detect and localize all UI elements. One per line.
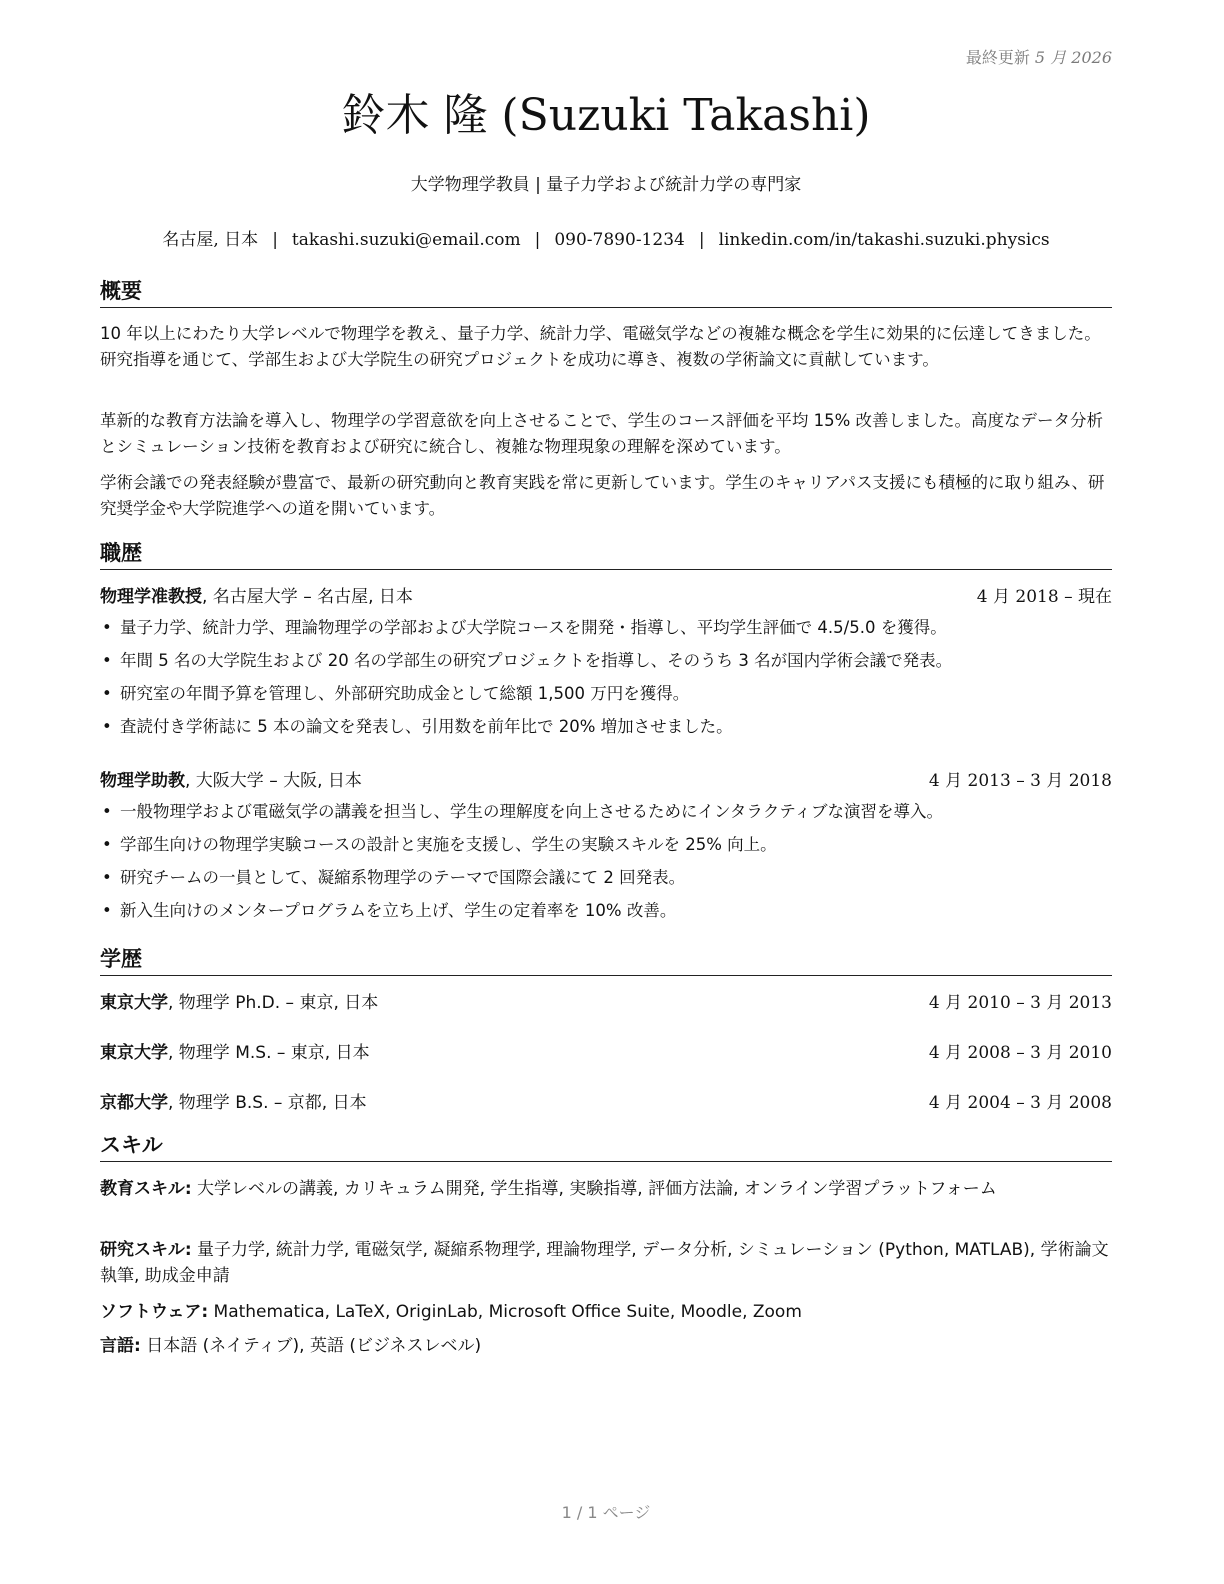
skill-label: 言語: [100, 1336, 141, 1356]
education-item [100, 990, 1112, 1016]
contact-separator: | [534, 230, 541, 250]
education-item [100, 1040, 1112, 1066]
degree-detail: , 物理学 M.S. – 東京, 日本 [168, 1043, 370, 1063]
section-title-experience: 職歴 [100, 539, 1112, 570]
skill-label: 教育スキル: [100, 1179, 192, 1199]
skill-value: 量子力学, 統計力学, 電磁気学, 凝縮系物理学, 理論物理学, データ分析, シミュレーション (Python, MATLAB), 学術論文執筆, 助成金申請 [100, 1240, 1109, 1286]
bullet-icon: • [102, 802, 112, 821]
summary-paragraph: 10 年以上にわたり大学レベルで物理学を教え、量子力学、統計力学、電磁気学などの複雑な概念を学生に効果的に伝達してきました。研究指導を通じて、学部生および大学院生の研究プロジェクトを成功に導き、複数の学術論文に貢献しています。 [100, 324, 1101, 369]
list-item: • 研究チームの一員として、凝縮系物理学のテーマで国際会議にて 2 回発表。 [100, 865, 1112, 898]
job-dates: 4 月 2013 – 3 月 2018 [928, 771, 1112, 791]
bullet-icon: • [102, 618, 112, 637]
school-name: 京都大学 [100, 1093, 168, 1113]
contact-email[interactable]: takashi.suzuki@email.com [291, 230, 521, 250]
section-title-education: 学歴 [100, 945, 1112, 976]
job-header [100, 584, 1112, 610]
bullet-icon: • [102, 868, 112, 887]
job-dates: 4 月 2018 – 現在 [976, 587, 1112, 607]
job-position: 物理学助教 [100, 771, 185, 791]
skill-value: 大学レベルの講義, カリキュラム開発, 学生指導, 実験指導, 評価方法論, オンライン学習プラットフォーム [191, 1179, 997, 1199]
list-item: • 学部生向けの物理学実験コースの設計と実施を支援し、学生の実験スキルを 25% 向上。 [100, 832, 1112, 865]
summary-paragraph: 革新的な教育方法論を導入し、物理学の学習意欲を向上させることで、学生のコース評価を平均 15% 改善しました。高度なデータ分析とシミュレーション技術を教育および研究に統合し、複雑な物理現象の理解を深めています。 [100, 411, 1104, 456]
education-dates: 4 月 2008 – 3 月 2010 [928, 1043, 1112, 1063]
summary-paragraph: 学術会議での発表経験が豊富で、最新の研究動向と教育実践を常に更新しています。学生のキャリアパス支援にも積極的に取り組み、研究奨学金や大学院進学への道を開いています。 [100, 473, 1105, 518]
bullet-icon: • [102, 684, 112, 703]
section-title-summary: 概要 [100, 277, 1112, 308]
tagline: 大学物理学教員 | 量子力学および統計力学の専門家 [410, 175, 802, 195]
job-bullets [100, 799, 1112, 931]
job-header [100, 768, 1112, 794]
page-number: 1 / 1 ページ [561, 1503, 651, 1522]
school-name: 東京大学 [100, 1043, 168, 1063]
last-updated-label: 最終更新 [965, 48, 1030, 67]
list-item: • 年間 5 名の大学院生および 20 名の学部生の研究プロジェクトを指導し、そのうち 3 名が国内学術会議で発表。 [100, 648, 1112, 681]
contact-line [100, 225, 1112, 250]
contact-separator: | [272, 230, 278, 250]
bullet-icon: • [102, 901, 112, 920]
section-title-skills: スキル [100, 1131, 1112, 1162]
education-item [100, 1090, 1112, 1116]
job-position: 物理学准教授 [100, 587, 202, 607]
skill-value: 日本語 (ネイティブ), 英語 (ビジネスレベル) [140, 1336, 482, 1356]
resume-page [100, 0, 1112, 1584]
bullet-icon: • [102, 651, 112, 670]
last-updated [966, 45, 1112, 68]
education-dates: 4 月 2010 – 3 月 2013 [928, 993, 1112, 1013]
education-dates: 4 月 2004 – 3 月 2008 [928, 1093, 1112, 1113]
job-organization: , 大阪大学 – 大阪, 日本 [185, 771, 362, 791]
skill-label: 研究スキル: [100, 1240, 192, 1260]
school-name: 東京大学 [100, 993, 168, 1013]
contact-linkedin[interactable]: linkedin.com/in/takashi.suzuki.physics [718, 230, 1050, 250]
list-item: • 新入生向けのメンタープログラムを立ち上げ、学生の定着率を 10% 改善。 [100, 898, 1112, 931]
list-item: • 一般物理学および電磁気学の講義を担当し、学生の理解度を向上させるためにインタラクティブな演習を導入。 [100, 799, 1112, 832]
bullet-icon: • [102, 717, 112, 736]
skill-item [100, 1299, 1112, 1325]
job-organization: , 名古屋大学 – 名古屋, 日本 [202, 587, 413, 607]
skill-item [100, 1237, 1112, 1289]
job-bullets [100, 615, 1112, 747]
bullet-icon: • [102, 835, 112, 854]
degree-detail: , 物理学 Ph.D. – 東京, 日本 [168, 993, 379, 1013]
list-item: • 量子力学、統計力学、理論物理学の学部および大学院コースを開発・指導し、平均学生評価で 4.5/5.0 を獲得。 [100, 615, 1112, 648]
contact-location: 名古屋, 日本 [162, 230, 259, 250]
last-updated-date: 5 月 2026 [1034, 48, 1112, 67]
degree-detail: , 物理学 B.S. – 京都, 日本 [168, 1093, 367, 1113]
skill-item [100, 1176, 1112, 1202]
skill-value: Mathematica, LaTeX, OriginLab, Microsoft Office Suite, Moodle, Zoom [208, 1302, 802, 1322]
contact-separator: | [698, 230, 705, 250]
contact-phone[interactable]: 090-7890-1234 [554, 230, 685, 250]
list-item: • 研究室の年間予算を管理し、外部研究助成金として総額 1,500 万円を獲得。 [100, 681, 1112, 714]
skill-item [100, 1333, 1112, 1359]
skill-label: ソフトウェア: [100, 1302, 209, 1322]
candidate-name: 鈴木 隆 (Suzuki Takashi) [341, 90, 871, 141]
list-item: • 査読付き学術誌に 5 本の論文を発表し、引用数を前年比で 20% 増加させました。 [100, 714, 1112, 747]
